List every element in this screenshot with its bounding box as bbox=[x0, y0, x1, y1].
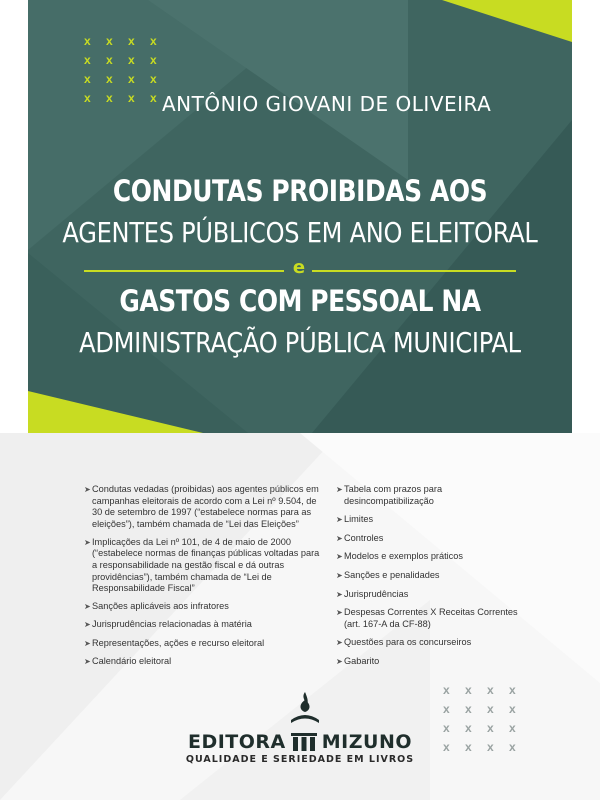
topic-text: Sanções aplicáveis aos infratores bbox=[92, 601, 229, 612]
pillars-icon bbox=[290, 733, 318, 751]
flame-book-icon bbox=[288, 690, 322, 730]
publisher-tagline: QUALIDADE E SERIEDADE EM LIVROS bbox=[185, 754, 415, 765]
bullet-arrow-icon: ➤ bbox=[336, 656, 343, 666]
x-mark: x bbox=[84, 53, 91, 67]
bullet-arrow-icon: ➤ bbox=[336, 638, 343, 648]
x-mark: x bbox=[150, 72, 157, 86]
bullet-arrow-icon: ➤ bbox=[336, 485, 343, 494]
bullet-arrow-icon: ➤ bbox=[84, 602, 91, 612]
x-mark: x bbox=[84, 72, 91, 86]
x-mark: x bbox=[443, 683, 450, 697]
publisher-name-left: EDITORA bbox=[187, 731, 286, 753]
x-mark: x bbox=[106, 34, 113, 48]
x-mark: x bbox=[487, 740, 494, 754]
x-mark: x bbox=[128, 53, 135, 67]
x-mark: x bbox=[509, 740, 516, 754]
x-mark: x bbox=[465, 683, 472, 697]
bullet-arrow-icon: ➤ bbox=[84, 656, 91, 666]
topic-item bbox=[84, 537, 324, 595]
topic-item bbox=[336, 570, 526, 582]
topic-item bbox=[336, 589, 526, 601]
x-mark: x bbox=[128, 34, 135, 48]
x-mark: x bbox=[150, 34, 157, 48]
bullet-arrow-icon: ➤ bbox=[84, 485, 91, 494]
x-mark: x bbox=[465, 702, 472, 716]
topic-item bbox=[336, 484, 526, 507]
bullet-arrow-icon: ➤ bbox=[336, 533, 343, 543]
publisher-logo bbox=[0, 730, 600, 753]
title-line-3: GASTOS COM PESSOAL NA bbox=[119, 284, 481, 318]
bullet-arrow-icon: ➤ bbox=[84, 620, 91, 630]
topic-item bbox=[84, 484, 324, 530]
topic-item bbox=[84, 638, 324, 650]
x-mark: x bbox=[509, 721, 516, 735]
topic-text: Calendário eleitoral bbox=[92, 655, 172, 666]
x-mark: x bbox=[443, 740, 450, 754]
x-mark: x bbox=[465, 740, 472, 754]
topic-text: Tabela com prazos para desincompatibilização bbox=[344, 484, 443, 506]
x-mark: x bbox=[150, 91, 157, 105]
topic-text: Condutas vedadas (proibidas) aos agentes públicos em campanhas eleitorais de acordo com a Lei nº 9.504, de 30 de setembro de 1997 (“estabelece normas para as eleições”), também chamada de “Lei das Eleições” bbox=[92, 484, 319, 529]
bullet-arrow-icon: ➤ bbox=[336, 515, 343, 525]
x-mark: x bbox=[487, 702, 494, 716]
bullet-arrow-icon: ➤ bbox=[84, 638, 91, 648]
topic-item bbox=[84, 619, 324, 631]
facet-shape bbox=[312, 120, 572, 433]
topic-item bbox=[84, 656, 324, 668]
bullet-arrow-icon: ➤ bbox=[336, 570, 343, 580]
x-mark: x bbox=[106, 72, 113, 86]
x-mark: x bbox=[465, 721, 472, 735]
topic-item bbox=[336, 514, 526, 526]
title-line-1: CONDUTAS PROIBIDAS AOS bbox=[112, 174, 488, 208]
accent-corner-bottom-left bbox=[28, 391, 203, 433]
topic-text: Despesas Correntes X Receitas Correntes (art. 167-A da CF-88) bbox=[344, 607, 518, 629]
x-mark: x bbox=[487, 721, 494, 735]
topic-text: Jurisprudências relacionadas à matéria bbox=[92, 619, 252, 630]
topic-text: Jurisprudências bbox=[344, 588, 409, 599]
x-pattern-top bbox=[84, 35, 172, 104]
x-mark: x bbox=[84, 91, 91, 105]
topic-text: Sanções e penalidades bbox=[344, 569, 440, 580]
x-mark: x bbox=[106, 91, 113, 105]
x-mark: x bbox=[150, 53, 157, 67]
accent-corner-top-right bbox=[442, 0, 572, 42]
x-mark: x bbox=[106, 53, 113, 67]
topic-text: Controles bbox=[344, 532, 384, 543]
bullet-arrow-icon: ➤ bbox=[84, 537, 91, 547]
topic-item bbox=[336, 533, 526, 545]
separator-line-right bbox=[312, 270, 516, 272]
topic-text: Implicações da Lei nº 101, de 4 de maio de 2000 (“estabelece normas de finanças públicas voltadas para a responsabilidade na gestão fiscal e dá outras providências”), também chamada de “Lei de Responsabilidade Fiscal” bbox=[92, 536, 320, 594]
bullet-arrow-icon: ➤ bbox=[336, 589, 343, 599]
x-mark: x bbox=[128, 72, 135, 86]
x-mark: x bbox=[487, 683, 494, 697]
topics-list-right bbox=[336, 484, 526, 675]
title-line-2: AGENTES PÚBLICOS EM ANO ELEITORAL bbox=[62, 216, 538, 249]
publisher-name-right: MIZUNO bbox=[321, 731, 413, 753]
topic-text: Gabarito bbox=[344, 655, 380, 666]
separator-line-left bbox=[84, 270, 284, 272]
author-name: ANTÔNIO GIOVANI DE OLIVEIRA bbox=[162, 92, 492, 116]
x-mark: x bbox=[443, 721, 450, 735]
topic-item bbox=[84, 601, 324, 613]
x-mark: x bbox=[128, 91, 135, 105]
topic-item bbox=[336, 607, 526, 630]
bullet-arrow-icon: ➤ bbox=[336, 552, 343, 562]
title-line-4: ADMINISTRAÇÃO PÚBLICA MUNICIPAL bbox=[79, 326, 521, 359]
x-mark: x bbox=[509, 702, 516, 716]
topic-text: Questões para os concurseiros bbox=[344, 637, 472, 648]
topic-item bbox=[336, 551, 526, 563]
topic-text: Modelos e exemplos práticos bbox=[344, 551, 463, 562]
bullet-arrow-icon: ➤ bbox=[336, 608, 343, 618]
topic-text: Representações, ações e recurso eleitoral bbox=[92, 637, 265, 648]
topics-list-left bbox=[84, 484, 324, 674]
topic-item bbox=[336, 637, 526, 649]
x-mark: x bbox=[443, 702, 450, 716]
separator-conjunction: e bbox=[292, 257, 306, 278]
x-mark: x bbox=[84, 34, 91, 48]
x-mark: x bbox=[509, 683, 516, 697]
topic-item bbox=[336, 656, 526, 668]
topic-text: Limites bbox=[344, 514, 374, 525]
